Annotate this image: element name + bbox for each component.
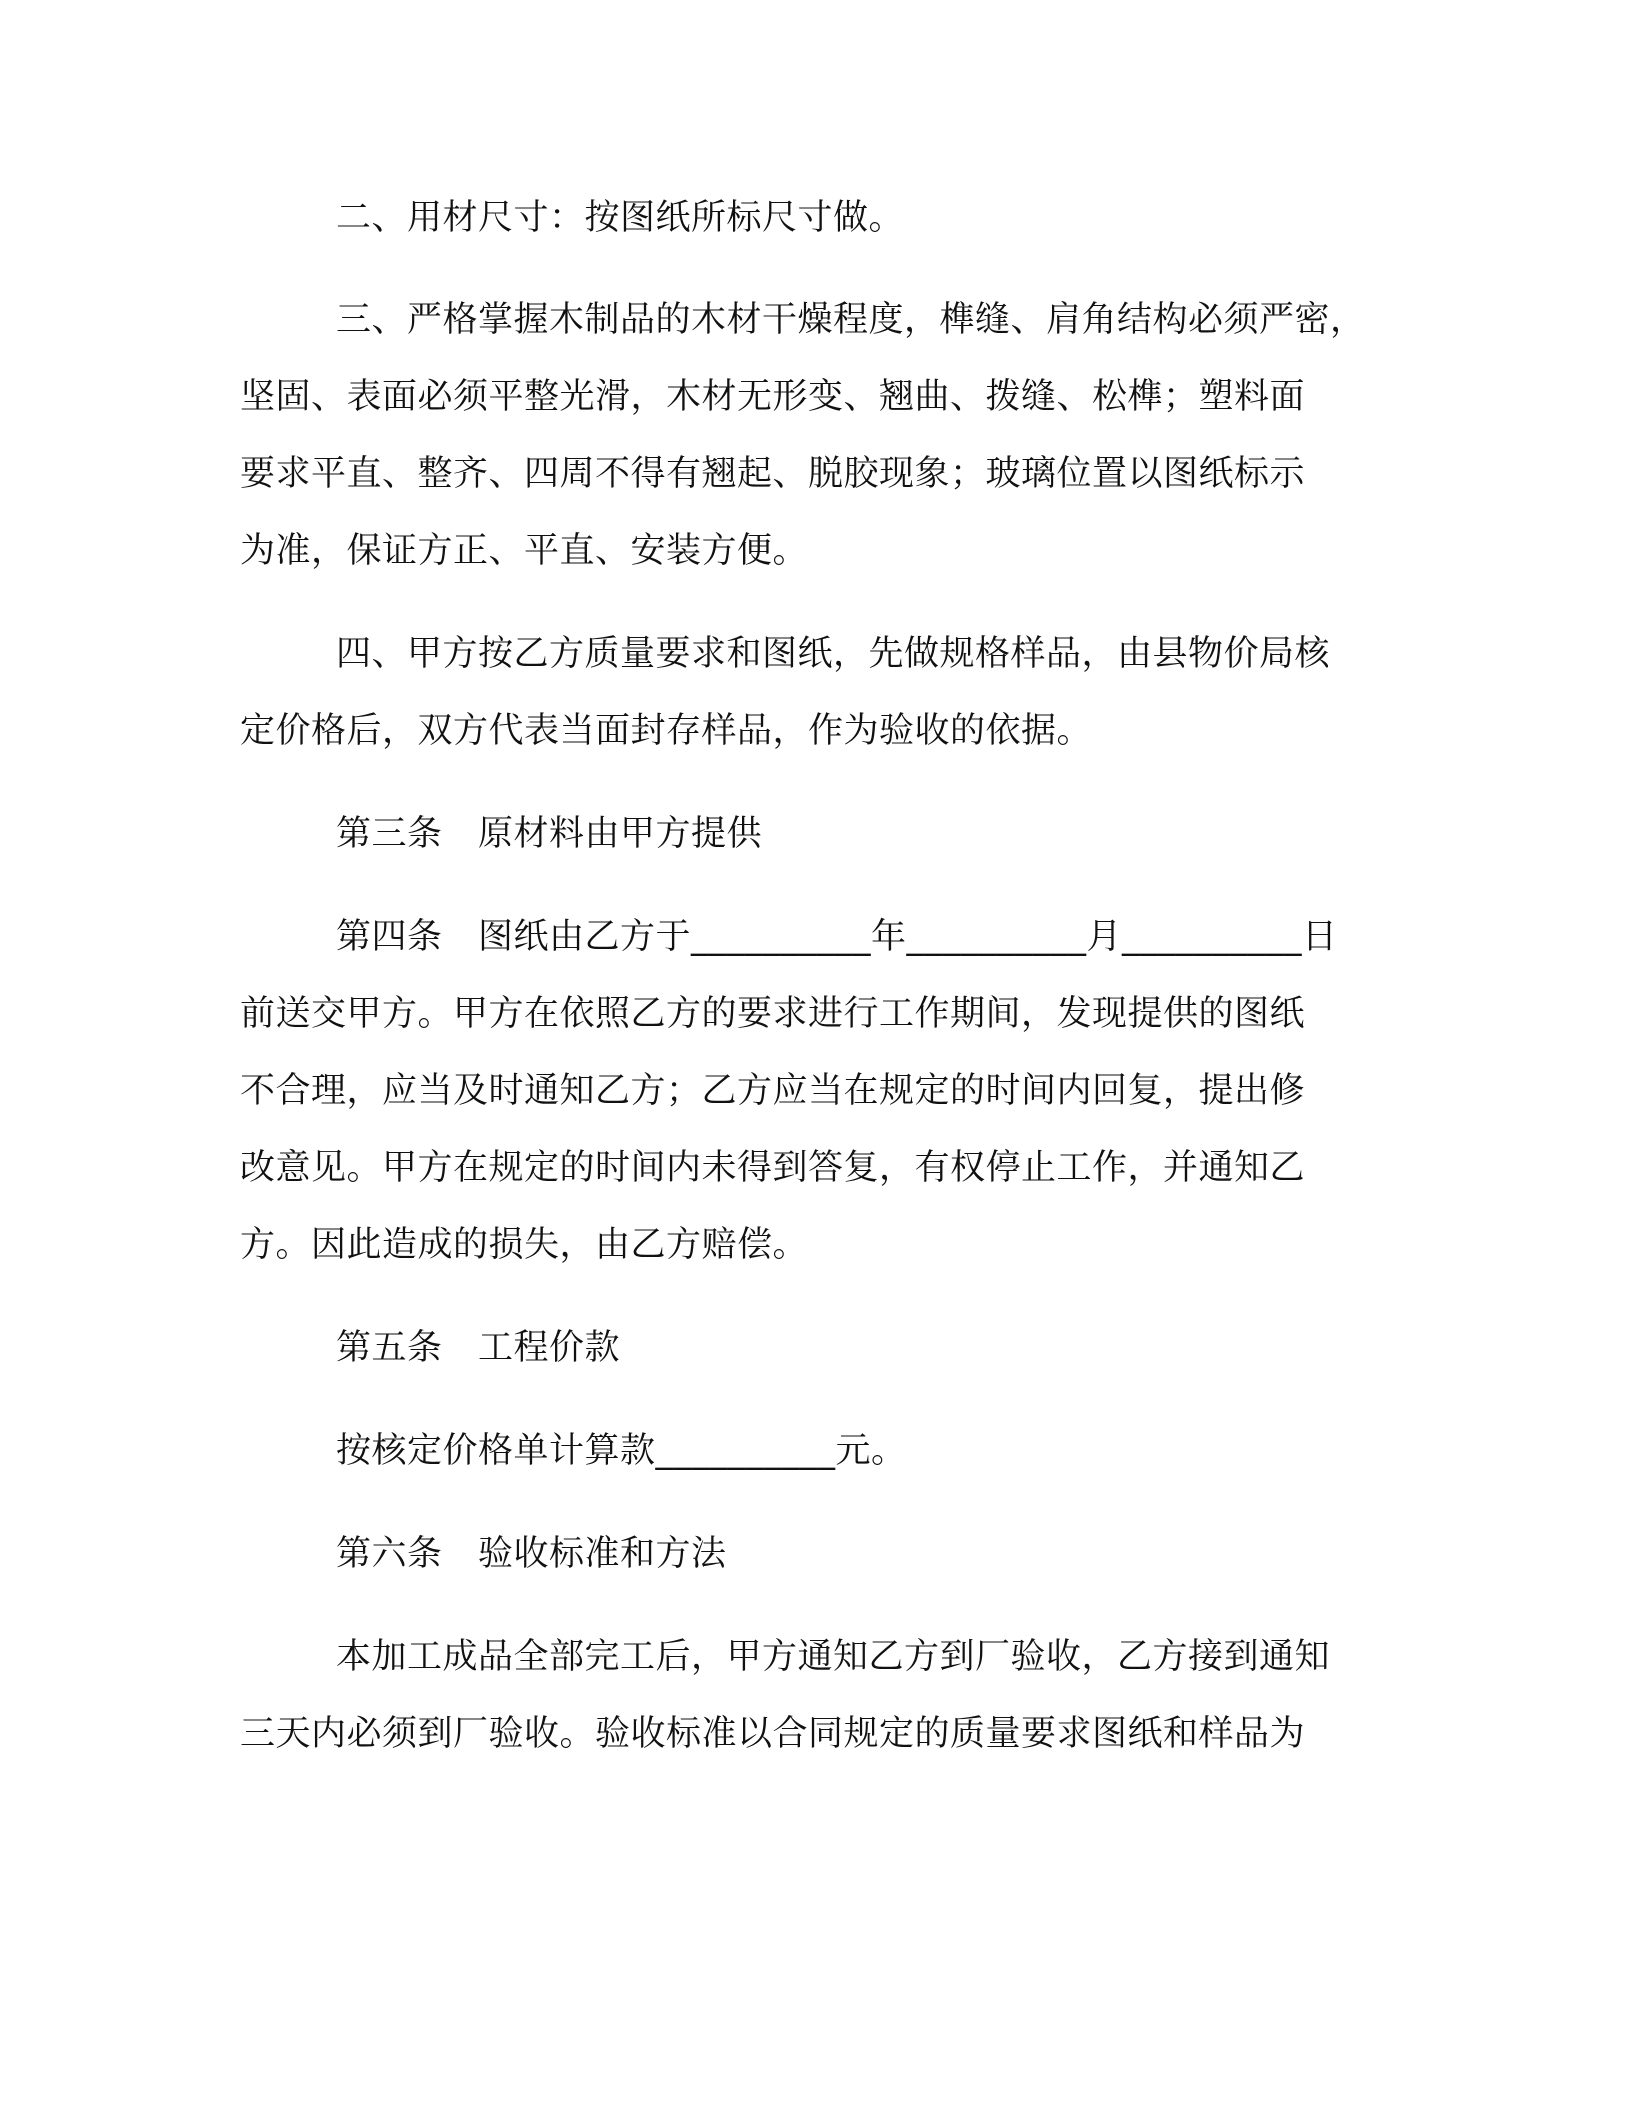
clause-3-line-2: 坚固、表面必须平整光滑，木材无形变、翘曲、拨缝、松榫；塑料面 <box>240 377 1306 417</box>
article-6-heading: 第六条 验收标准和方法 <box>336 1534 727 1574</box>
article-4-line-4: 改意见。甲方在规定的时间内未得到答复，有权停止工作，并通知乙 <box>240 1148 1306 1188</box>
clause-3-line-1: 三、严格掌握木制品的木材干燥程度，榫缝、肩角结构必须严密， <box>336 300 1366 340</box>
article-4-line-2: 前送交甲方。甲方在依照乙方的要求进行工作期间，发现提供的图纸 <box>240 994 1306 1034</box>
clause-4-line-1: 四、甲方按乙方质量要求和图纸，先做规格样品，由县物价局核 <box>336 634 1331 674</box>
article-4-line-1: 第四条 图纸由乙方于__________年__________月__________日 <box>336 917 1338 957</box>
article-4-line-3: 不合理，应当及时通知乙方；乙方应当在规定的时间内回复，提出修 <box>240 1071 1306 1111</box>
article-6-line-1: 本加工成品全部完工后，甲方通知乙方到厂验收，乙方接到通知 <box>336 1637 1331 1677</box>
clause-3-line-4: 为准，保证方正、平直、安装方便。 <box>240 531 809 571</box>
article-5-heading: 第五条 工程价款 <box>336 1328 621 1368</box>
article-6-line-2: 三天内必须到厂验收。验收标准以合同规定的质量要求图纸和样品为 <box>240 1714 1306 1754</box>
article-4-line-5: 方。因此造成的损失，由乙方赔偿。 <box>240 1225 809 1265</box>
clause-2-material-size: 二、用材尺寸：按图纸所标尺寸做。 <box>336 198 905 238</box>
clause-4-line-2: 定价格后，双方代表当面封存样品，作为验收的依据。 <box>240 711 1093 751</box>
clause-3-line-3: 要求平直、整齐、四周不得有翘起、脱胶现象；玻璃位置以图纸标示 <box>240 454 1306 494</box>
article-5-amount: 按核定价格单计算款__________元。 <box>336 1431 907 1471</box>
article-3-heading: 第三条 原材料由甲方提供 <box>336 814 763 854</box>
